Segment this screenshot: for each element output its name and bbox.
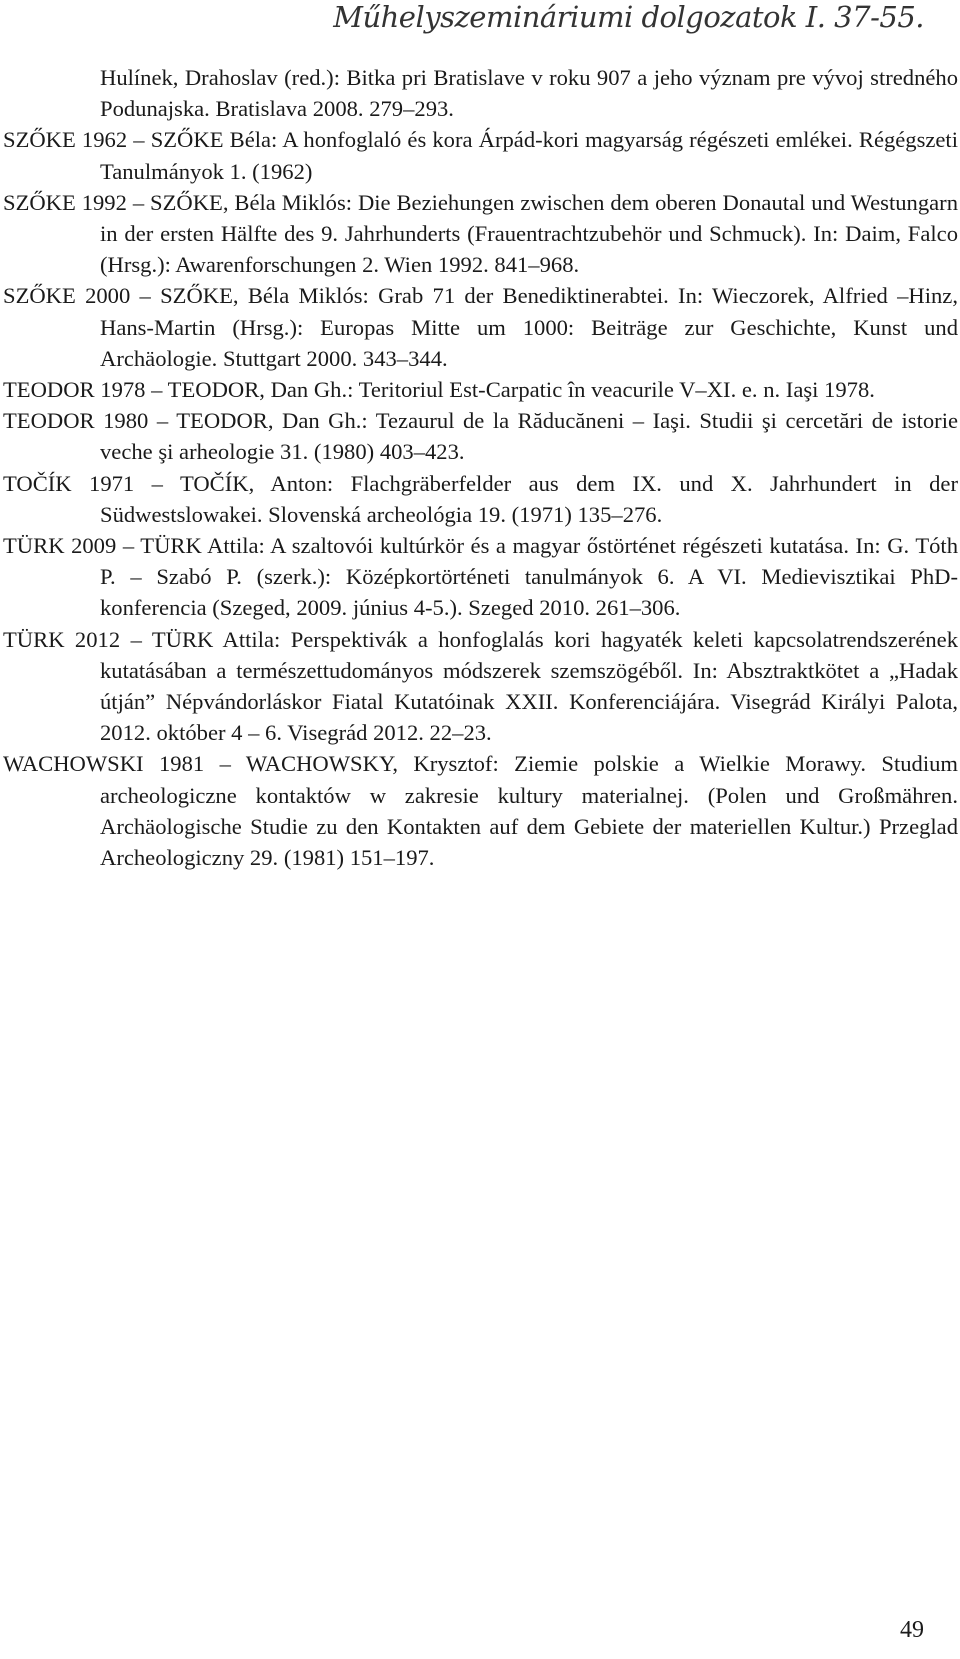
running-header-title: Műhelyszemináriumi dolgozatok I. 37-55. [333,0,924,34]
reference-key: TEODOR 1978 [3,377,146,403]
reference-entry-szoke-1992 [3,187,958,281]
reference-text: – WACHOWSKY, Krysztof: Ziemie polskie a Wielkie Morawy. Studium archeologiczne kontaktów w zakresie kultury materialnej. (Polen und Großmähren. Archäologische Studie zu den Kontakten auf dem Gebiete der materiellen Kultur.) Przeglad Archeologiczny 29. (1981) 151–197. [100,751,958,871]
reference-key: TEODOR 1980 [3,408,149,434]
reference-entry-turk-2012 [3,624,958,749]
reference-text: Hulínek, Drahoslav (red.): Bitka pri Bratislave v roku 907 a jeho význam pre vývoj stredného Podunajska. Bratislava 2008. 279–293. [100,65,958,122]
reference-entry-hulinek-continuation [3,62,958,124]
reference-entry-tocik-1971 [3,468,958,530]
page-number: 49 [900,1617,924,1643]
reference-list [3,62,958,873]
reference-text: – TÜRK Attila: A szaltovói kultúrkör és a magyar őstörténet régészeti kutatása. In: G. Tóth P. – Szabó P. (szerk.): Középkortörténeti tanulmányok 6. A VI. Medievisztikai PhD-konferencia (Szeged, 2009. június 4-5.). Szeged 2010. 261–306. [100,533,958,621]
reference-text: – SZŐKE, Béla Miklós: Die Beziehungen zwischen dem oberen Donautal und Westungarn in der ersten Hälfte des 9. Jahrhunderts (Frauentrachtzubehör und Schmuck). In: Daim, Falco (Hrsg.): Awarenforschungen 2. Wien 1992. 841–968. [100,189,958,278]
reference-entry-wachowski-1981 [3,748,958,873]
reference-key: WACHOWSKI 1981 [3,751,205,777]
reference-key: TÜRK 2009 [3,533,117,559]
reference-text: – TEODOR, Dan Gh.: Tezaurul de la Răducăneni – Iaşi. Studii şi cercetări de istorie veche şi arheologie 31. (1980) 403–423. [100,408,958,465]
reference-text: – SZŐKE Béla: A honfoglaló és kora Árpád-kori magyarság régészeti emlékei. Régégszeti Tanulmányok 1. (1962) [100,127,958,184]
reference-entry-turk-2009 [3,530,958,624]
reference-key: SZŐKE 1962 [3,127,128,153]
reference-text: – TÜRK Attila: Perspektivák a honfoglalás kori hagyaték keleti kapcsolatrendszerének kutatásában a természettudományos módszerek szemszögéből. In: Absztraktkötet a „Hadak útján” Népvándorláskor Fiatal Kutatóinak XXII. Konferenciájára. Visegrád Királyi Palota, 2012. október 4 – 6. Visegrád 2012. 22–23. [100,626,959,746]
reference-key: TÜRK 2012 [3,626,121,652]
reference-entry-teodor-1980 [3,405,958,467]
reference-key: TOČÍK 1971 [3,470,135,496]
reference-key: SZŐKE 2000 [3,283,131,309]
reference-entry-teodor-1978 [3,374,958,405]
reference-text: – SZŐKE, Béla Miklós: Grab 71 der Benediktinerabtei. In: Wieczorek, Alfried –Hinz, Hans-Martin (Hrsg.): Europas Mitte um 1000: Beiträge zur Geschichte, Kunst und Archäologie. Stuttgart 2000. 343–344. [100,283,958,371]
reference-key: SZŐKE 1992 [3,189,127,215]
reference-text: – TOČÍK, Anton: Flachgräberfelder aus dem IX. und X. Jahrhundert in der Südwestslowakei. Slovenská archeológia 19. (1971) 135–276. [100,470,958,527]
reference-text: – TEODOR, Dan Gh.: Teritoriul Est-Carpatic în veacurile V–XI. e. n. Iaşi 1978. [151,377,875,403]
reference-entry-szoke-2000 [3,280,958,374]
reference-entry-szoke-1962 [3,124,958,186]
